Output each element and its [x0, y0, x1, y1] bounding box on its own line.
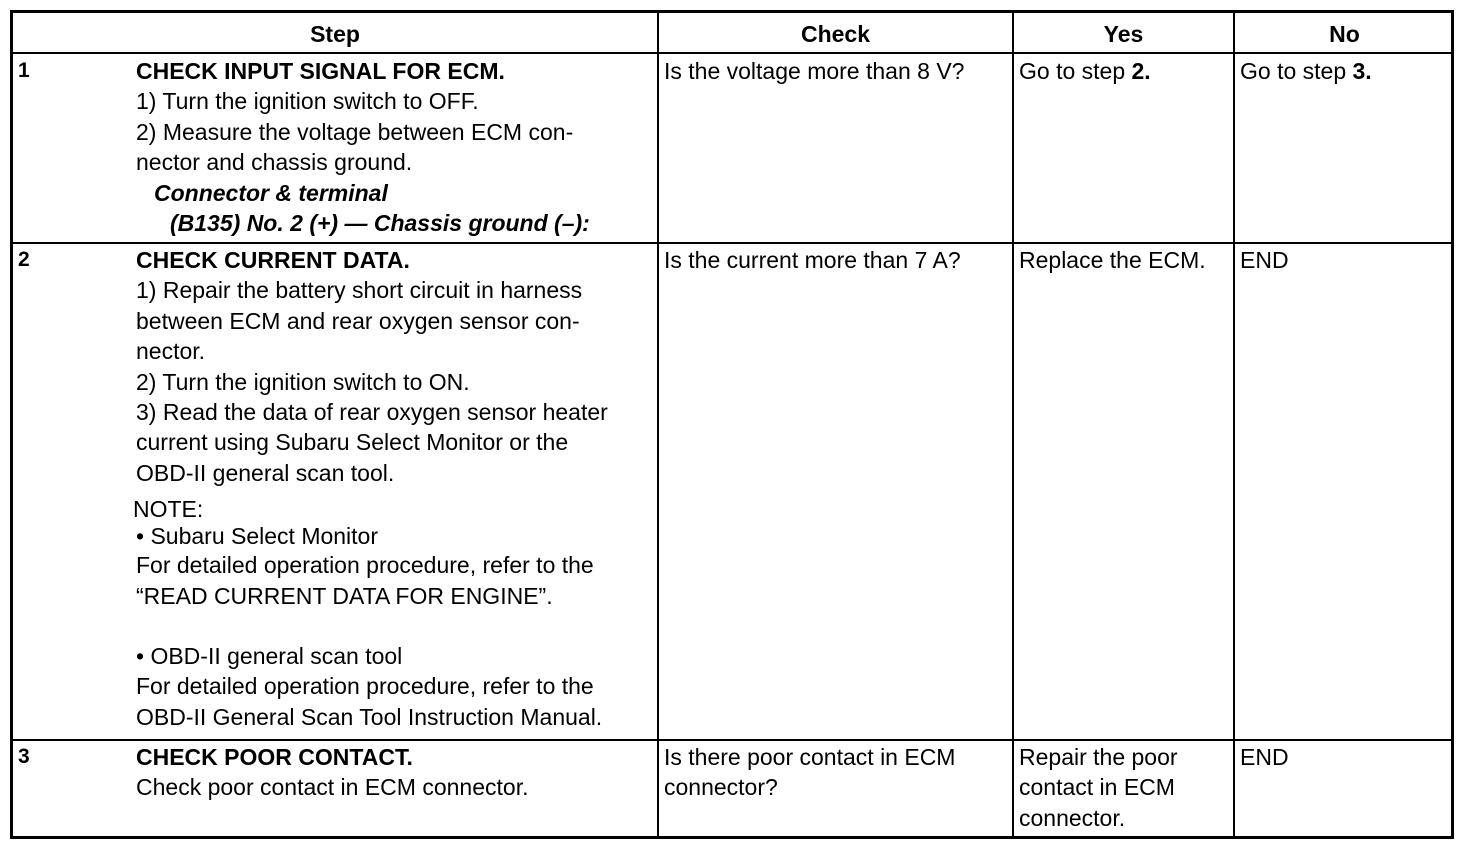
- step-3-line: Check poor contact in ECM connector.: [136, 774, 529, 801]
- note-detail-line: For detailed operation procedure, refer to the: [136, 673, 594, 700]
- header-yes: Yes: [1103, 21, 1144, 47]
- step-2-line: current using Subaru Select Monitor or the: [136, 429, 569, 456]
- yes-3-line: connector.: [1019, 804, 1126, 831]
- column-divider-yes: [1012, 13, 1014, 836]
- step-content-1: [136, 56, 590, 238]
- note-label: NOTE:: [133, 496, 204, 523]
- connector-terminal-value: (B135) No. 2 (+) — Chassis ground (–):: [170, 210, 590, 237]
- step-title-2: CHECK CURRENT DATA.: [136, 247, 410, 273]
- note-detail-line: For detailed operation procedure, refer to the: [136, 552, 594, 579]
- step-title-3: CHECK POOR CONTACT.: [136, 744, 413, 770]
- header-divider: [13, 52, 1451, 54]
- step-1-line: 2) Measure the voltage between ECM con-: [136, 118, 574, 145]
- header-step: Step: [310, 21, 360, 47]
- yes-1-step-link: 2.: [1131, 58, 1151, 84]
- diagnostic-table: [10, 10, 1454, 839]
- connector-terminal-label: Connector & terminal: [154, 179, 388, 206]
- step-number-1: 1: [18, 59, 30, 82]
- yes-1: [1019, 56, 1151, 86]
- yes-3-line: Repair the poor: [1019, 744, 1178, 770]
- step-number-2: 2: [18, 248, 30, 271]
- row-divider-1: [13, 242, 1451, 244]
- step-title-1: CHECK INPUT SIGNAL FOR ECM.: [136, 58, 505, 84]
- note-bullet-select-monitor: • Subaru Select Monitor: [136, 523, 379, 550]
- check-1: Is the voltage more than 8 V?: [664, 58, 965, 84]
- row-divider-2: [13, 739, 1451, 741]
- step-content-3: [136, 742, 528, 803]
- header-check: Check: [800, 21, 871, 47]
- step-number-3: 3: [18, 745, 30, 768]
- spacer: [136, 611, 608, 641]
- step-2-line: nector.: [136, 338, 206, 365]
- note-bullet-scan-tool: • OBD-II general scan tool: [136, 643, 403, 670]
- step-2-line: OBD-II general scan tool.: [136, 459, 395, 486]
- header-no: No: [1329, 21, 1360, 47]
- yes-3-line: contact in ECM: [1019, 774, 1175, 801]
- note-detail-line: “READ CURRENT DATA FOR ENGINE”.: [136, 582, 553, 609]
- check-3-line: Is there poor contact in ECM: [664, 744, 956, 770]
- step-2-line: between ECM and rear oxygen sensor con-: [136, 307, 580, 334]
- spacer: [136, 488, 608, 496]
- check-3-line: connector?: [664, 774, 778, 801]
- no-1-step-link: 3.: [1352, 58, 1372, 84]
- no-3: END: [1240, 744, 1289, 770]
- no-1: [1240, 56, 1372, 86]
- column-divider-check: [657, 13, 659, 836]
- no-2: END: [1240, 247, 1289, 273]
- note-detail-line: OBD-II General Scan Tool Instruction Manual.: [136, 703, 603, 730]
- step-2-line: 3) Read the data of rear oxygen sensor heater: [136, 399, 608, 426]
- no-1-prefix: Go to step: [1240, 58, 1353, 84]
- step-1-line: 1) Turn the ignition switch to OFF.: [136, 88, 479, 115]
- yes-1-prefix: Go to step: [1019, 58, 1132, 84]
- check-3: [664, 742, 955, 803]
- step-1-line: nector and chassis ground.: [136, 149, 413, 176]
- yes-2: Replace the ECM.: [1019, 247, 1206, 273]
- check-2: Is the current more than 7 A?: [664, 247, 961, 273]
- yes-3: [1019, 742, 1178, 833]
- step-content-2: [133, 245, 608, 732]
- column-divider-no: [1233, 13, 1235, 836]
- step-2-line: 2) Turn the ignition switch to ON.: [136, 368, 470, 395]
- step-2-line: 1) Repair the battery short circuit in harness: [136, 277, 583, 304]
